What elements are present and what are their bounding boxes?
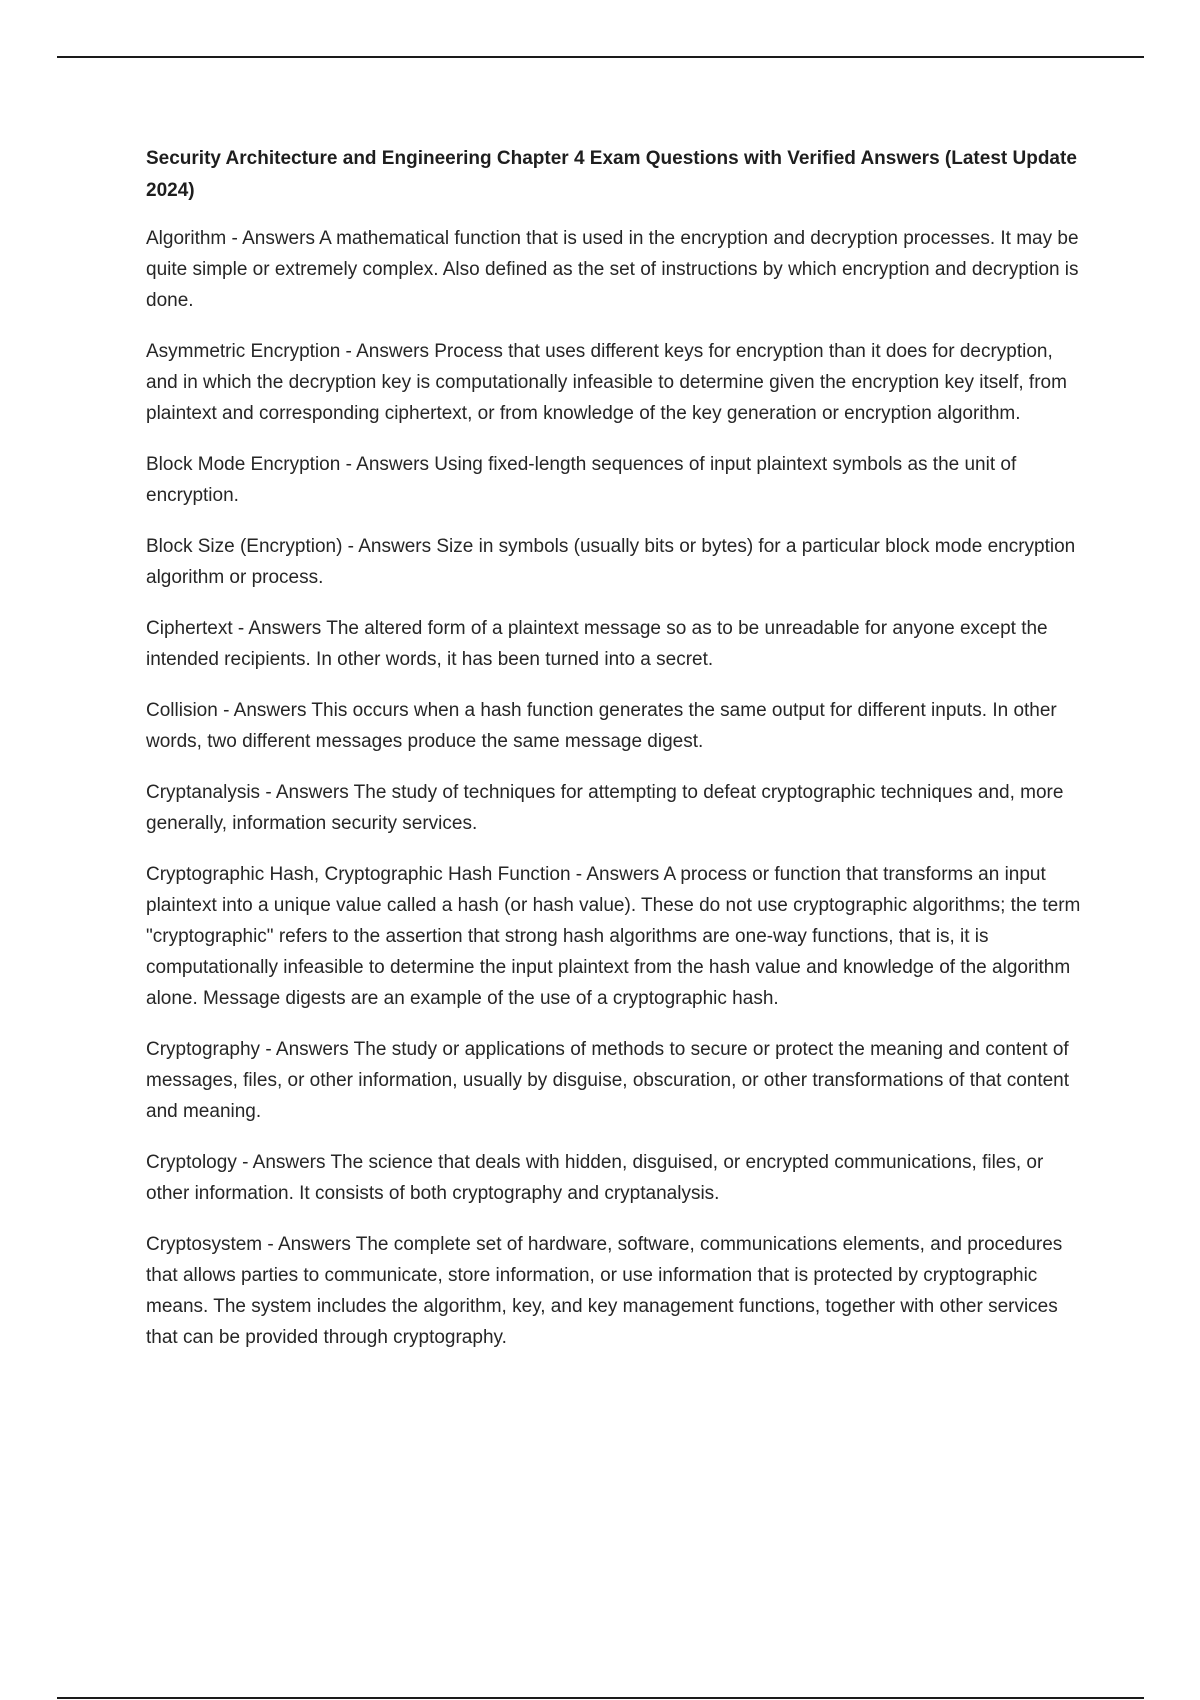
- entry-cryptographic-hash: Cryptographic Hash, Cryptographic Hash Function - Answers A process or function that transforms an input plaintext into a unique value called a hash (or hash value). These do not use cryptographic algorithms; the term "cryptographic" refers to the assertion that strong hash algorithms are one-way functions, that is, it is computationally infeasible to determine the input plaintext from the hash value and knowledge of the algorithm alone. Message digests are an example of the use of a cryptographic hash.: [146, 864, 1081, 1009]
- entry-cryptology: Cryptology - Answers The science that deals with hidden, disguised, or encrypted communications, files, or other information. It consists of both cryptography and cryptanalysis.: [146, 1152, 1044, 1204]
- document-body: [146, 143, 1086, 1373]
- entry-ciphertext: Ciphertext - Answers The altered form of a plaintext message so as to be unreadable for anyone except the intended recipients. In other words, it has been turned into a secret.: [146, 618, 1048, 670]
- entry-collision: Collision - Answers This occurs when a hash function generates the same output for different inputs. In other words, two different messages produce the same message digest.: [146, 700, 1057, 752]
- entry-cryptography: Cryptography - Answers The study or applications of methods to secure or protect the meaning and content of messages, files, or other information, usually by disguise, obscuration, or other transformations of that content and meaning.: [146, 1039, 1070, 1122]
- entry-block-mode-encryption: Block Mode Encryption - Answers Using fixed-length sequences of input plaintext symbols as the unit of encryption.: [146, 454, 1017, 506]
- entry-asymmetric-encryption: Asymmetric Encryption - Answers Process that uses different keys for encryption than it does for decryption, and in which the decryption key is computationally infeasible to determine given the encryption key itself, from plaintext and corresponding ciphertext, or from knowledge of the key generation or encryption algorithm.: [146, 341, 1067, 424]
- footer-rule: [57, 1697, 1144, 1699]
- entry-cryptosystem: Cryptosystem - Answers The complete set of hardware, software, communications elements, and procedures that allows parties to communicate, store information, or use information that is protected by cryptographic means. The system includes the algorithm, key, and key management functions, together with other services that can be provided through cryptography.: [146, 1234, 1063, 1348]
- entry-block-size: Block Size (Encryption) - Answers Size in symbols (usually bits or bytes) for a particular block mode encryption algorithm or process.: [146, 536, 1076, 588]
- entry-algorithm: Algorithm - Answers A mathematical function that is used in the encryption and decryption processes. It may be quite simple or extremely complex. Also defined as the set of instructions by which encryption and decryption is done.: [146, 228, 1079, 311]
- entry-cryptanalysis: Cryptanalysis - Answers The study of techniques for attempting to defeat cryptographic techniques and, more generally, information security services.: [146, 782, 1064, 834]
- document-title: Security Architecture and Engineering Chapter 4 Exam Questions with Verified Answers (Latest Update 2024): [146, 148, 1077, 201]
- header-rule: [57, 56, 1144, 58]
